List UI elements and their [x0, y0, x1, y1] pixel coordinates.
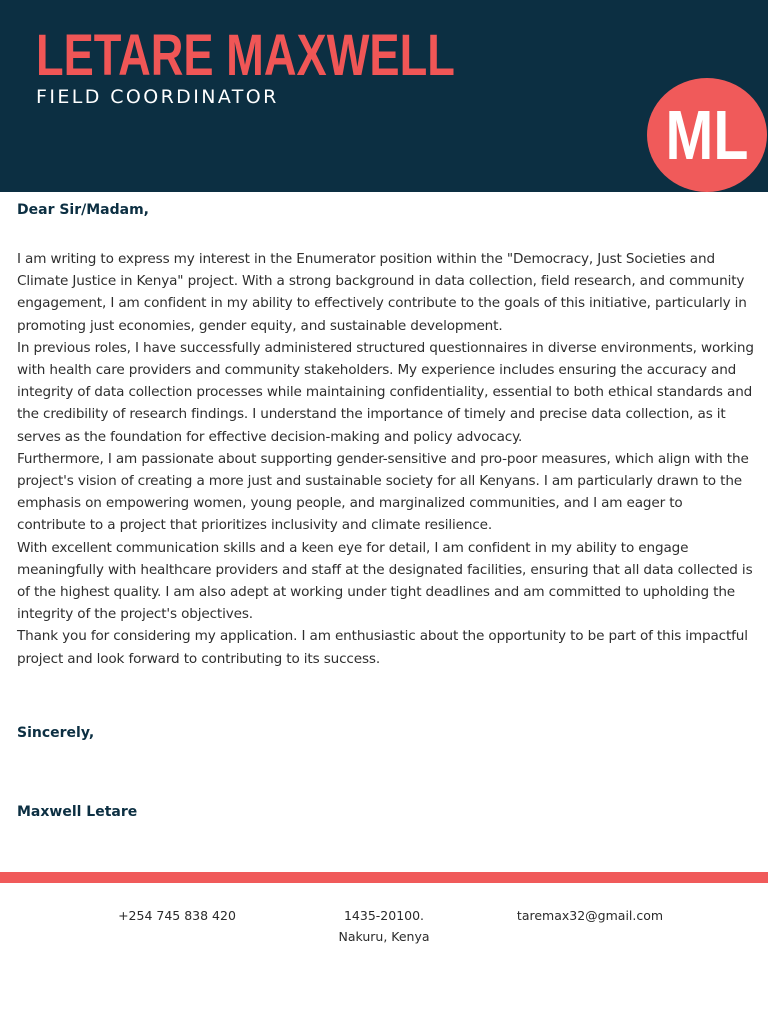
phone-number: +254 745 838 420 — [118, 908, 236, 923]
closing: Sincerely, — [17, 725, 95, 741]
footer-divider — [0, 872, 768, 883]
letter-paragraph: Furthermore, I am passionate about supporting gender-sensitive and pro-poor measures, which align with the project's vision of creating a more just and sustainable society for all Kenyans. I am particularly drawn to the emphasis on empowering women, young people, and marginalized communities, and I am eager to contribute to a project that prioritizes inclusivity and climate resilience. — [17, 450, 749, 534]
contact-phone — [105, 905, 249, 926]
salutation: Dear Sir/Madam, — [17, 202, 149, 218]
job-title: FIELD COORDINATOR — [36, 86, 279, 108]
address-line-1: 1435-20100. — [343, 908, 425, 923]
letter-paragraph: In previous roles, I have successfully administered structured questionnaires in diverse environments, working with health care providers and community stakeholders. My experience includes ensuring the accuracy and integrity of data collection processes while maintaining confidentiality, essential to both ethical standards and the credibility of research findings. I understand the importance of timely and precise data collection, as it serves as the foundation for effective decision-making and policy advocacy. — [17, 339, 754, 445]
address-line-2: Nakuru, Kenya — [338, 929, 430, 944]
contact-email — [505, 905, 675, 926]
letter-paragraph: With excellent communication skills and a keen eye for detail, I am confident in my ability to engage meaningfully with healthcare providers and staff at the designated facilities, ensuring that all data collected is of the highest quality. I am also adept at working under tight deadlines and am committed to upholding the integrity of the project's objectives. — [17, 539, 753, 623]
contact-address — [314, 905, 454, 947]
signature-name: Maxwell Letare — [17, 804, 138, 820]
header-banner — [0, 0, 768, 192]
letter-body — [17, 248, 755, 670]
monogram-badge — [647, 78, 767, 192]
applicant-name: LETARE MAXWELL — [36, 23, 455, 88]
letter-paragraph: I am writing to express my interest in the Enumerator position within the "Democracy, Just Societies and Climate Justice in Kenya" project. With a strong background in data collection, field research, and community engagement, I am confident in my ability to effectively contribute to the goals of this initiative, particularly in promoting just economies, gender equity, and sustainable development. — [17, 251, 747, 334]
email-address: taremax32@gmail.com — [516, 908, 664, 923]
monogram-initials: ML — [665, 96, 749, 174]
letter-paragraph: Thank you for considering my application. I am enthusiastic about the opportunity to be part of this impactful project and look forward to contributing to its success. — [17, 628, 748, 667]
